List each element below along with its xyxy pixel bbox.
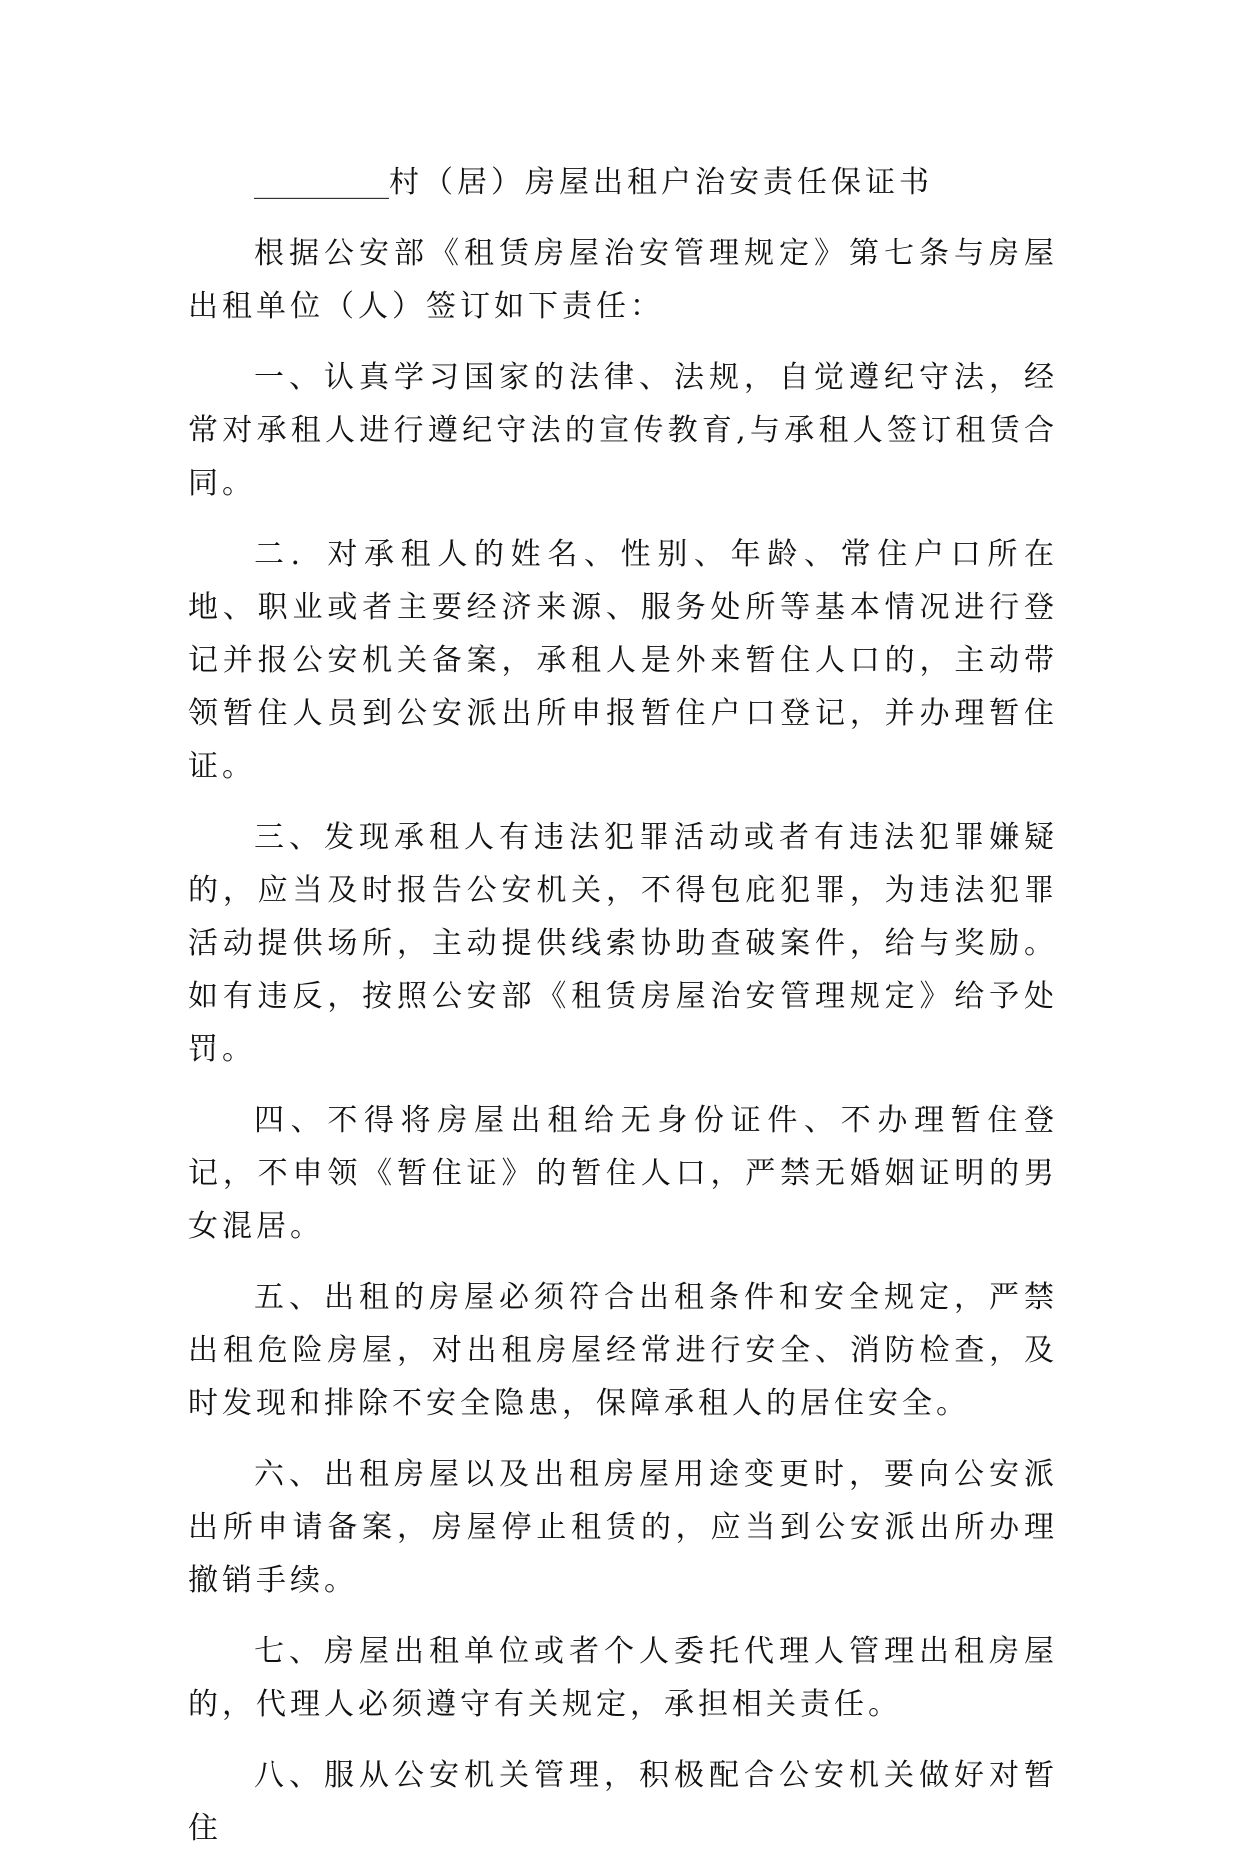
paragraph-clause-7: 七、房屋出租单位或者个人委托代理人管理出租房屋的，代理人必须遵守有关规定，承担相关责任。 <box>188 1634 1058 1722</box>
paragraph-clause-2: 二．对承租人的姓名、性别、年龄、常住户口所在地、职业或者主要经济来源、服务处所等基本情况进行登记并报公安机关备案，承租人是外来暂住人口的，主动带领暂住人员到公安派出所申报暂住户口登记，并办理暂住证。 <box>188 537 1058 784</box>
paragraph-clause-5: 五、出租的房屋必须符合出租条件和安全规定，严禁出租危险房屋，对出租房屋经常进行安全、消防检查，及时发现和排除不安全隐患，保障承租人的居住安全。 <box>188 1280 1058 1421</box>
paragraph-intro: 根据公安部《租赁房屋治安管理规定》第七条与房屋出租单位（人）签订如下责任： <box>188 236 1058 324</box>
paragraph-clause-1: 一、认真学习国家的法律、法规，自觉遵纪守法，经常对承租人进行遵纪守法的宣传教育,与承租人签订租赁合同。 <box>188 360 1058 501</box>
title-blank-line: _________ <box>254 165 389 200</box>
paragraph-clause-8: 八、服从公安机关管理，积极配合公安机关做好对暂住 <box>188 1758 1058 1846</box>
title-text: 村（居）房屋出租户治安责任保证书 <box>389 165 933 200</box>
paragraph-clause-3: 三、发现承租人有违法犯罪活动或者有违法犯罪嫌疑的，应当及时报告公安机关，不得包庇犯罪，为违法犯罪活动提供场所，主动提供线索协助查破案件，给与奖励。如有违反，按照公安部《租赁房屋治安管理规定》给予处罚。 <box>188 820 1058 1067</box>
paragraph-clause-4: 四、不得将房屋出租给无身份证件、不办理暂住登记，不申领《暂住证》的暂住人口，严禁无婚姻证明的男女混居。 <box>188 1103 1058 1244</box>
paragraph-clause-6: 六、出租房屋以及出租房屋用途变更时，要向公安派出所申请备案，房屋停止租赁的，应当到公安派出所办理撤销手续。 <box>188 1457 1058 1598</box>
document-title <box>188 157 1058 209</box>
document-body <box>188 157 1058 1873</box>
